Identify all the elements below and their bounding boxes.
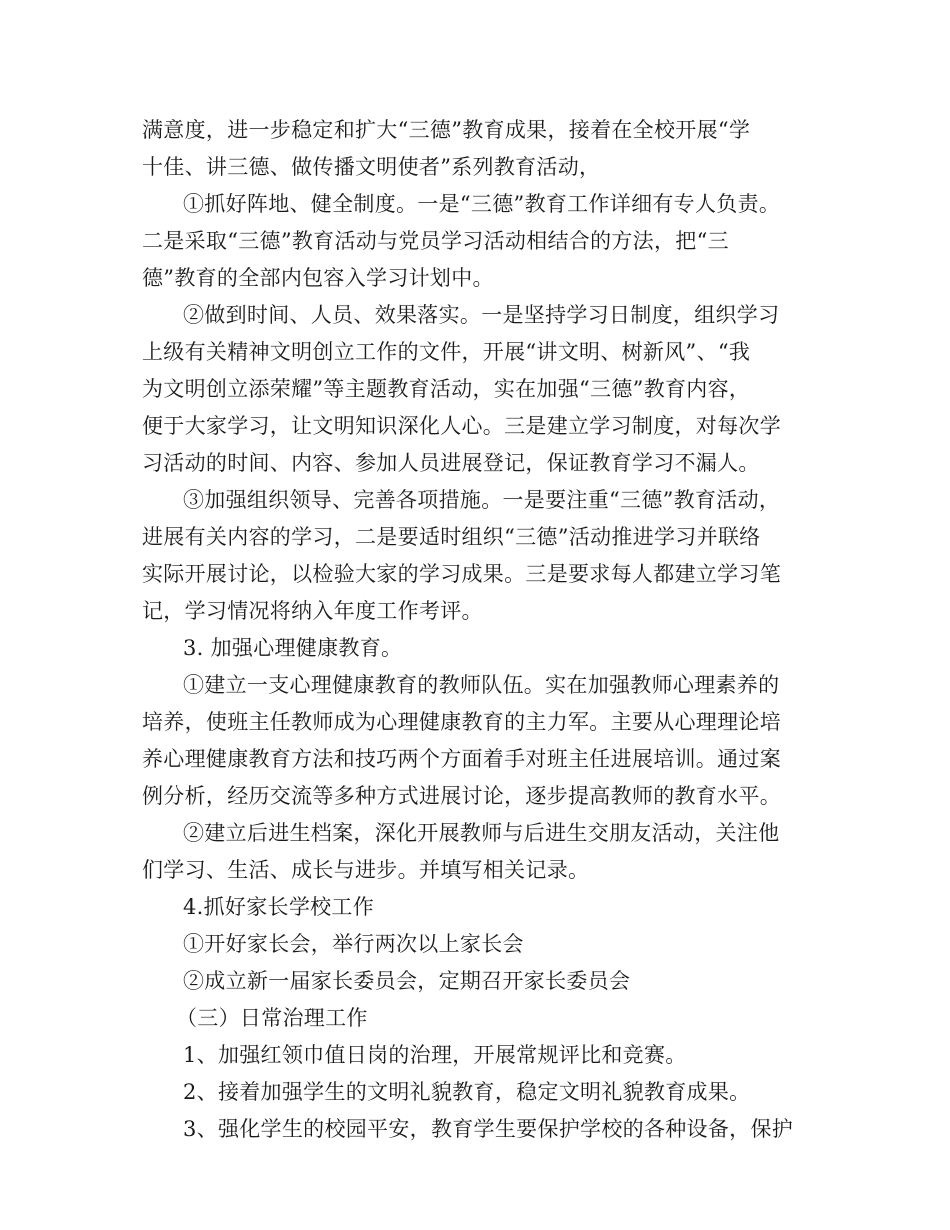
section-heading: （三）日常治理工作 (176, 1006, 368, 1030)
text-line: 培养，使班主任教师成为心理健康教育的主力军。主要从心理理论培 (142, 710, 781, 734)
text-line: 上级有关精神文明创立工作的文件，开展“讲文明、树新风”、“我 (142, 340, 751, 364)
list-item: 3、强化学生的校园平安，教育学生要保护学校的各种设备，保护 (183, 1117, 794, 1141)
section-heading: 4.抓好家长学校工作 (183, 895, 375, 919)
paragraph-start: ①建立一支心理健康教育的教师队伍。实在加强教师心理素养的 (183, 673, 780, 697)
text-line: 德”教育的全部内包容入学习计划中。 (142, 266, 494, 290)
text-line: 们学习、生活、成长与进步。并填写相关记录。 (142, 858, 590, 882)
text-line: 进展有关内容的学习，二是要适时组织“三德”活动推进学习并联络 (142, 525, 761, 549)
text-line: 养心理健康教育方法和技巧两个方面着手对班主任进展培训。通过案 (142, 747, 781, 771)
paragraph-start: ③加强组织领导、完善各项措施。一是要注重“三德”教育活动， (183, 488, 781, 512)
paragraph-start: ②做到时间、人员、效果落实。一是坚持学习日制度，组织学习 (183, 303, 780, 327)
list-item: ①开好家长会，举行两次以上家长会 (183, 932, 524, 956)
list-item: ②成立新一届家长委员会，定期召开家长委员会 (183, 969, 631, 993)
text-line: 便于大家学习，让文明知识深化人心。三是建立学习制度，对每次学 (142, 414, 781, 438)
text-line: 记，学习情况将纳入年度工作考评。 (142, 599, 483, 623)
paragraph-start: ①抓好阵地、健全制度。一是“三德”教育工作详细有专人负责。 (183, 192, 781, 216)
text-line: 为文明创立添荣耀”等主题教育活动，实在加强“三德”教育内容， (142, 377, 751, 401)
section-heading: 3. 加强心理健康教育。 (183, 636, 403, 660)
text-line: 满意度，进一步稳定和扩大“三德”教育成果，接着在全校开展“学 (142, 118, 751, 142)
list-item: 2、接着加强学生的文明礼貌教育，稳定文明礼貌教育成果。 (183, 1080, 751, 1104)
text-line: 实际开展讨论，以检验大家的学习成果。三是要求每人都建立学习笔 (142, 562, 781, 586)
list-item: 1、加强红领巾值日岗的治理，开展常规评比和竞赛。 (183, 1043, 687, 1067)
text-line: 二是采取“三德”教育活动与党员学习活动相结合的方法，把“三 (142, 229, 729, 253)
text-line: 例分析，经历交流等多种方式进展讨论，逐步提高教师的教育水平。 (142, 784, 781, 808)
text-line: 十佳、讲三德、做传播文明使者”系列教育活动， (142, 155, 601, 179)
text-line: 习活动的时间、内容、参加人员进展登记，保证教育学习不漏人。 (142, 451, 760, 475)
paragraph-start: ②建立后进生档案，深化开展教师与后进生交朋友活动，关注他 (183, 821, 780, 845)
